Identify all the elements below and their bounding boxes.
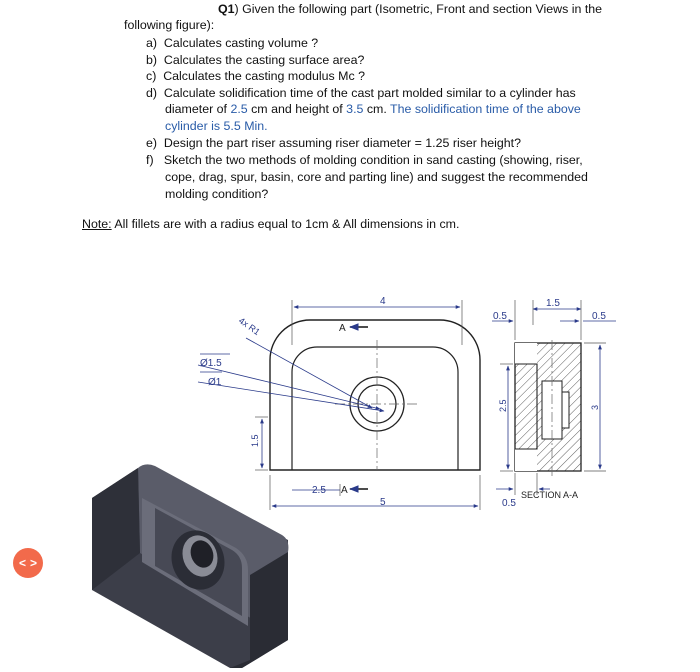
dim-offset-bottom: 2.5 xyxy=(312,485,326,496)
isometric-part xyxy=(92,464,288,668)
sec-dim-top-left: 0.5 xyxy=(493,311,507,322)
section-mark-bottom: A xyxy=(341,485,348,496)
item-d-line3: cylinder is 5.5 Min. xyxy=(165,119,268,133)
dim-width-top: 4 xyxy=(380,296,386,307)
item-c: c) Calculates the casting modulus Mc ? xyxy=(146,69,366,83)
item-f-line3: molding condition? xyxy=(165,187,269,201)
front-view xyxy=(198,296,480,510)
item-e: e) Design the part riser assuming riser diameter = 1.25 riser height? xyxy=(146,136,522,150)
fillet-label: 4x R1 xyxy=(236,315,262,338)
carousel-nav-button[interactable] xyxy=(13,548,43,578)
sec-dim-left-height: 2.5 xyxy=(498,399,508,412)
item-f-line2: cope, drag, spur, basin, core and parting line) and suggest the recommended xyxy=(165,170,588,184)
item-b: b) Calculates the casting surface area? xyxy=(146,53,365,67)
chevron-left-icon[interactable]: < xyxy=(18,556,26,570)
sec-dim-top-right: 0.5 xyxy=(592,311,606,322)
sec-dim-right-height: 3 xyxy=(590,404,600,410)
section-mark-top: A xyxy=(339,323,346,334)
note: Note: All fillets are with a radius equal to 1cm & All dimensions in cm. xyxy=(82,217,460,231)
item-d-line2: diameter of 2.5 cm and height of 3.5 cm. The solidification time of the above xyxy=(165,102,581,116)
sec-dim-top-width: 1.5 xyxy=(546,298,560,309)
item-d: d) Calculate solidification time of the cast part molded similar to a cylinder has xyxy=(146,86,576,100)
sec-dim-bottom-left: 0.5 xyxy=(502,498,516,509)
dim-width-bottom: 5 xyxy=(380,497,386,508)
item-a: a) Calculates casting volume ? xyxy=(146,36,319,50)
chevron-right-icon[interactable]: > xyxy=(30,556,38,570)
item-f: f) Sketch the two methods of molding condition in sand casting (showing, riser, xyxy=(146,153,583,167)
section-view xyxy=(492,298,616,509)
dia-outer-label: Ø1.5 xyxy=(200,358,222,369)
question-title-cont: following figure): xyxy=(124,18,215,32)
dim-height-left: 1.5 xyxy=(250,434,260,447)
dia-inner-label: Ø1 xyxy=(208,377,222,388)
question-title: Q1) Given the following part (Isometric, Front and section Views in the xyxy=(218,2,603,16)
section-caption: SECTION A-A xyxy=(521,490,579,500)
